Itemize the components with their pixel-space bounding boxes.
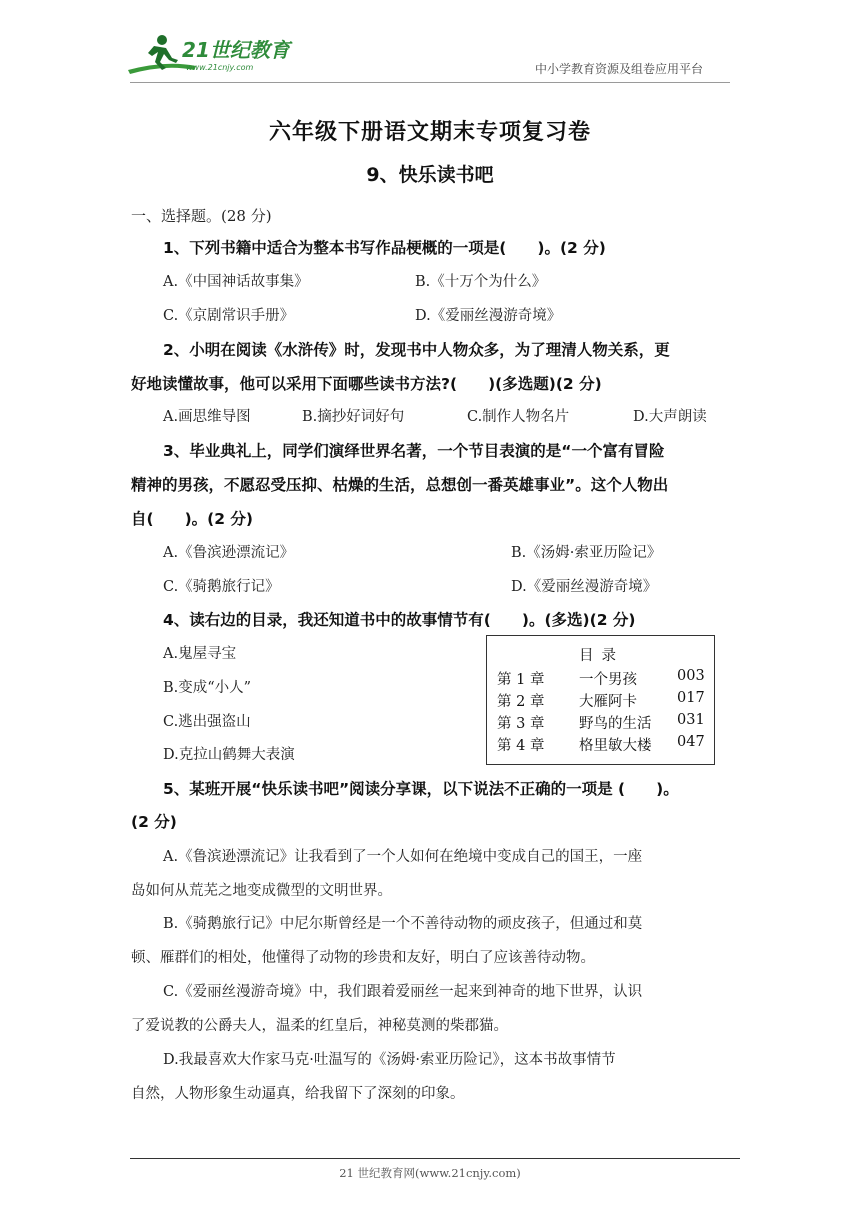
- question-2-line-2: 好地读懂故事，他可以采用下面哪些读书方法?( )(多选题)(2 分): [131, 375, 602, 393]
- table-of-contents: [486, 635, 715, 765]
- q2-option-c: C.制作人物名片: [467, 409, 570, 425]
- question-3-line-1: 3、毕业典礼上，同学们演绎世界名著，一个节目表演的是“一个富有冒险: [163, 442, 665, 460]
- q2-option-a: A.画思维导图: [163, 409, 251, 425]
- toc-chapter-name: 野鸟的生活: [579, 716, 652, 732]
- q4-option-d: D.克拉山鹤舞大表演: [163, 747, 295, 763]
- question-4: 4、读右边的目录，我还知道书中的故事情节有( )。(多选)(2 分): [163, 611, 636, 629]
- q4-option-b: B.变成“小人”: [163, 680, 252, 696]
- q3-option-b: B.《汤姆·索亚历险记》: [511, 545, 662, 561]
- toc-chapter-name: 一个男孩: [579, 672, 637, 688]
- toc-title: 目录: [579, 648, 624, 664]
- logo-text: 21世纪教育: [182, 38, 290, 62]
- question-1: 1、下列书籍中适合为整本书写作品梗概的一项是( )。(2 分): [163, 239, 606, 257]
- toc-chapter: 第 2 章: [497, 694, 545, 710]
- footer-divider: [130, 1158, 740, 1159]
- q5-option-c-line-1: C.《爱丽丝漫游奇境》中，我们跟着爱丽丝一起来到神奇的地下世界，认识: [163, 984, 643, 1000]
- q5-option-b-line-1: B.《骑鹅旅行记》中尼尔斯曾经是一个不善待动物的顽皮孩子，但通过和莫: [163, 916, 643, 932]
- page-title: 六年级下册语文期末专项复习卷: [268, 120, 591, 145]
- q1-option-c: C.《京剧常识手册》: [163, 308, 295, 324]
- q3-option-c: C.《骑鹅旅行记》: [163, 579, 280, 595]
- header-divider: [130, 82, 730, 83]
- question-3-line-3: 自( )。(2 分): [131, 510, 254, 528]
- question-3-line-2: 精神的男孩，不愿忍受压抑、枯燥的生活，总想创一番英雄事业”。这个人物出: [131, 476, 669, 494]
- q4-option-c: C.逃出强盗山: [163, 714, 251, 730]
- runner-logo-icon: [126, 30, 296, 78]
- question-5-line-1: 5、某班开展“快乐读书吧”阅读分享课，以下说法不正确的一项是 ( )。: [163, 780, 679, 798]
- toc-row: [497, 712, 707, 734]
- toc-page: 047: [677, 734, 705, 750]
- logo-url: www.21cnjy.com: [186, 63, 254, 72]
- q2-option-d: D.大声朗读: [633, 409, 707, 425]
- toc-chapter: 第 3 章: [497, 716, 545, 732]
- toc-page: 031: [677, 712, 705, 728]
- toc-row: [497, 734, 707, 756]
- q3-option-a: A.《鲁滨逊漂流记》: [163, 545, 295, 561]
- question-2-line-1: 2、小明在阅读《水浒传》时，发现书中人物众多，为了理清人物关系，更: [163, 341, 670, 359]
- toc-chapter-name: 大雁阿卡: [579, 694, 637, 710]
- q5-option-b-line-2: 顿、雁群们的相处，他懂得了动物的珍贵和友好，明白了应该善待动物。: [131, 950, 595, 966]
- toc-row: [497, 690, 707, 712]
- q1-option-a: A.《中国神话故事集》: [163, 274, 309, 290]
- q2-option-b: B.摘抄好词好句: [302, 409, 405, 425]
- q5-option-d-line-1: D.我最喜欢大作家马克·吐温写的《汤姆·索亚历险记》，这本书故事情节: [163, 1052, 616, 1068]
- question-5-line-2: (2 分): [131, 813, 177, 831]
- toc-chapter: 第 1 章: [497, 672, 545, 688]
- toc-chapter: 第 4 章: [497, 738, 545, 754]
- q1-option-b: B.《十万个为什么》: [415, 274, 547, 290]
- platform-name: 中小学教育资源及组卷应用平台: [535, 62, 704, 76]
- q3-option-d: D.《爱丽丝漫游奇境》: [511, 579, 658, 595]
- toc-row: [497, 668, 707, 690]
- q5-option-d-line-2: 自然，人物形象生动逼真，给我留下了深刻的印象。: [131, 1086, 465, 1102]
- toc-page: 003: [677, 668, 705, 684]
- q1-option-d: D.《爱丽丝漫游奇境》: [415, 308, 562, 324]
- toc-chapter-name: 格里敏大楼: [579, 738, 652, 754]
- q5-option-c-line-2: 了爱说教的公爵夫人，温柔的红皇后，神秘莫测的柴郡猫。: [131, 1018, 508, 1034]
- section-heading: 一、选择题。(28 分): [131, 207, 272, 225]
- q5-option-a-line-2: 岛如何从荒芜之地变成微型的文明世界。: [131, 883, 392, 899]
- toc-page: 017: [677, 690, 705, 706]
- page-subtitle: 9、快乐读书吧: [366, 164, 494, 186]
- q5-option-a-line-1: A.《鲁滨逊漂流记》让我看到了一个人如何在绝境中变成自己的国王，一座: [163, 849, 643, 865]
- q4-option-a: A.鬼屋寻宝: [163, 646, 237, 662]
- footer-link[interactable]: 21 世纪教育网(www.21cnjy.com): [339, 1166, 521, 1180]
- site-logo: [126, 30, 296, 78]
